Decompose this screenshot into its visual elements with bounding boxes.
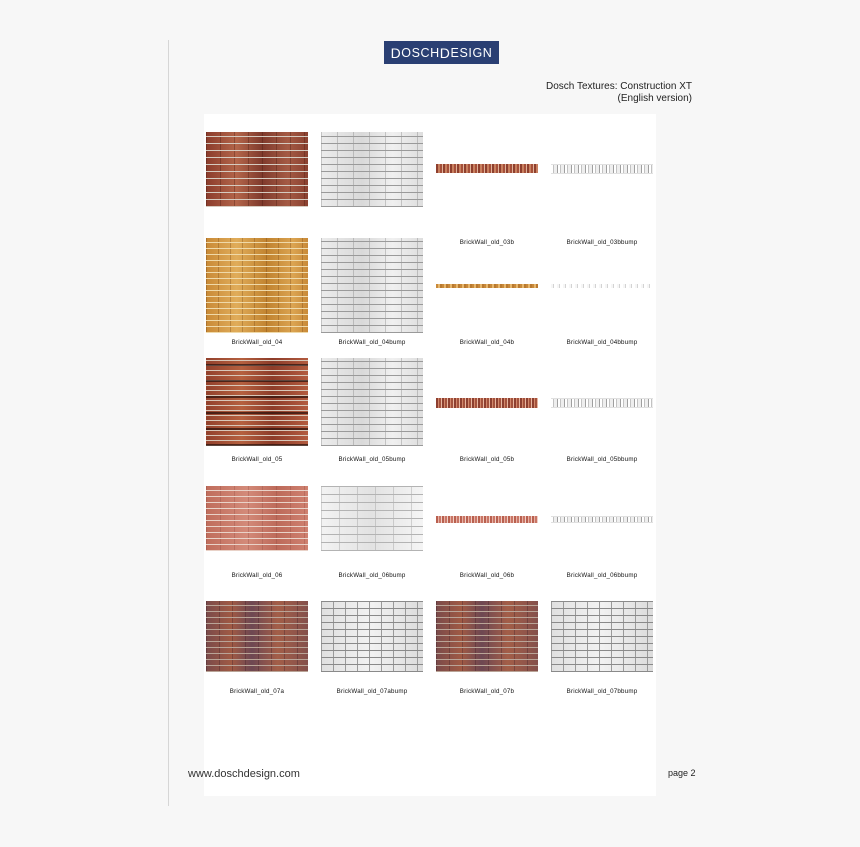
texture-swatch xyxy=(551,398,653,408)
texture-swatch xyxy=(436,284,538,288)
document-title xyxy=(546,81,692,105)
texture-caption: BrickWall_old_06bump xyxy=(338,572,406,579)
texture-swatch xyxy=(206,486,308,551)
texture-caption: BrickWall_old_04bbump xyxy=(566,339,638,346)
texture-caption: BrickWall_old_04bump xyxy=(338,339,406,346)
texture-swatch xyxy=(436,516,538,523)
texture-caption: BrickWall_old_07bbump xyxy=(566,688,638,695)
texture-caption: BrickWall_old_05bump xyxy=(338,456,406,463)
texture-swatch xyxy=(321,358,423,446)
texture-caption: BrickWall_old_06b xyxy=(459,572,515,579)
texture-swatch xyxy=(551,516,653,523)
texture-caption: BrickWall_old_05 xyxy=(231,456,283,463)
texture-caption: BrickWall_old_05bbump xyxy=(566,456,638,463)
texture-caption: BrickWall_old_05b xyxy=(459,456,515,463)
logo-letter-d: D xyxy=(390,44,402,61)
page-number: page 2 xyxy=(668,768,696,778)
texture-caption: BrickWall_old_04 xyxy=(231,339,283,346)
document-title-line2: (English version) xyxy=(617,93,692,104)
texture-swatch xyxy=(321,132,423,207)
page-margin-rule xyxy=(168,40,169,806)
texture-caption: BrickWall_old_03b xyxy=(459,239,515,246)
texture-swatch xyxy=(206,132,308,207)
texture-caption: BrickWall_old_06 xyxy=(231,572,283,579)
texture-swatch xyxy=(436,164,538,173)
texture-sheet xyxy=(204,114,656,796)
document-title-line1: Dosch Textures: Construction XT xyxy=(546,81,692,92)
footer-website-link[interactable]: www.doschdesign.com xyxy=(188,768,300,780)
logo-text-osch: OSCH xyxy=(401,45,440,60)
texture-swatch xyxy=(436,601,538,672)
texture-caption: BrickWall_old_03bbump xyxy=(566,239,638,246)
texture-swatch xyxy=(551,601,653,672)
logo-text-esign: ESIGN xyxy=(450,45,493,60)
logo-letter-d2: D xyxy=(439,44,451,61)
texture-caption: BrickWall_old_07abump xyxy=(336,688,408,695)
texture-swatch xyxy=(206,601,308,672)
dosch-design-logo xyxy=(384,41,499,64)
texture-swatch xyxy=(321,238,423,333)
texture-caption: BrickWall_old_07a xyxy=(229,688,285,695)
texture-swatch xyxy=(551,164,653,174)
texture-caption: BrickWall_old_04b xyxy=(459,339,515,346)
texture-caption: BrickWall_old_07b xyxy=(459,688,515,695)
texture-swatch xyxy=(206,238,308,333)
texture-swatch xyxy=(321,601,423,672)
texture-swatch xyxy=(436,398,538,408)
texture-caption: BrickWall_old_06bbump xyxy=(566,572,638,579)
texture-swatch xyxy=(321,486,423,551)
texture-swatch xyxy=(206,358,308,446)
texture-swatch xyxy=(551,284,653,288)
